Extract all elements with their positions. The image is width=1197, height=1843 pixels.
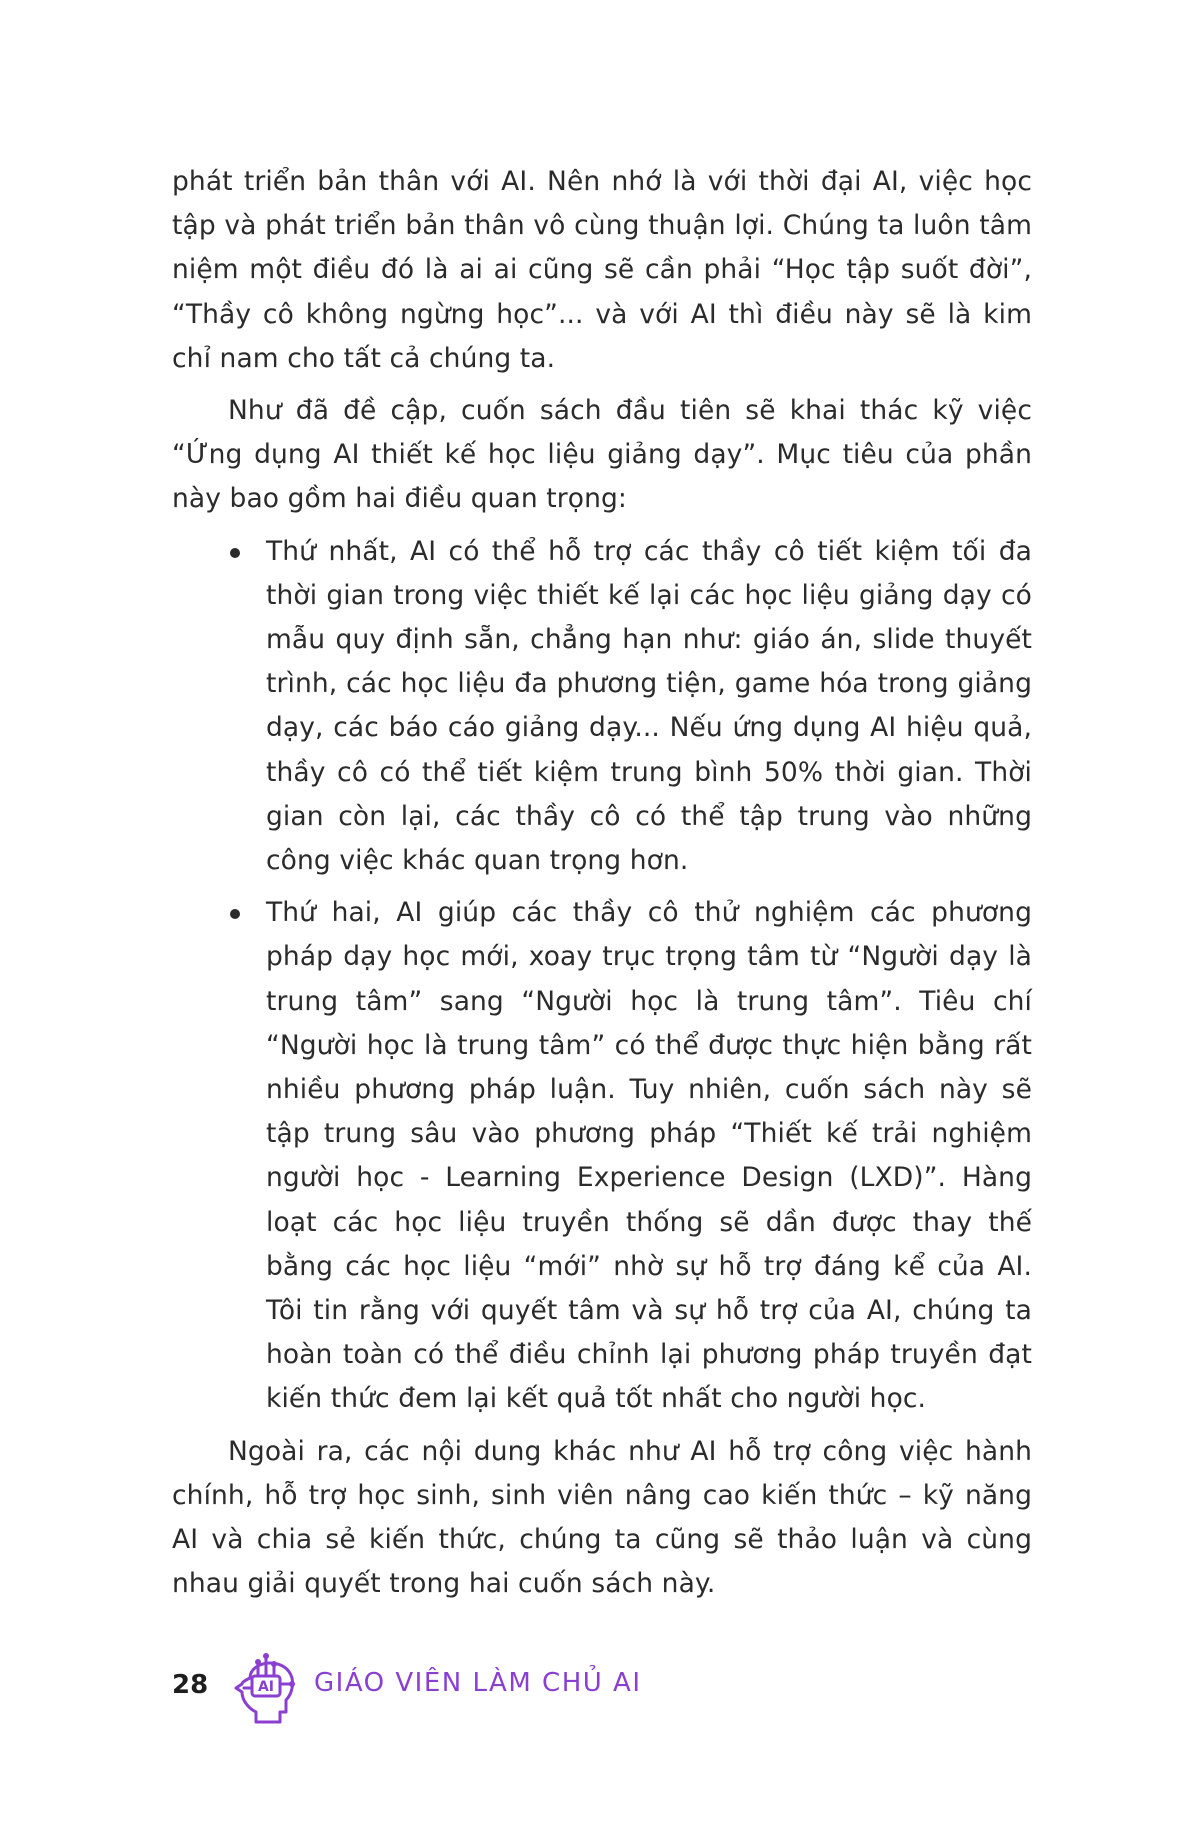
goals-list [172, 530, 1032, 1422]
paragraph-closing: Ngoài ra, các nội dung khác như AI hỗ trợ công việc hành chính, hỗ trợ học sinh, sinh viên nâng cao kiến thức – kỹ năng AI và chia sẻ kiến thức, chúng ta cũng sẽ thảo luận và cùng nhau giải quyết trong hai cuốn sách này. [172, 1435, 1032, 1600]
ai-head-circuit-icon [230, 1648, 302, 1728]
list-item [172, 530, 1032, 884]
body-text [172, 160, 1032, 1607]
list-item-text: Thứ nhất, AI có thể hỗ trợ các thầy cô tiết kiệm tối đa thời gian trong việc thiết kế lại các học liệu giảng dạy có mẫu quy định sẵn, chẳng hạn như: giáo án, slide thuyết trình, các học liệu đa phương tiện, game hóa trong giảng dạy, các báo cáo giảng dạy... Nếu ứng dụng AI hiệu quả, thầy cô có thể tiết kiệm trung bình 50% thời gian. Thời gian còn lại, các thầy cô có thể tập trung vào những công việc khác quan trọng hơn. [266, 535, 1032, 877]
book-title: GIÁO VIÊN LÀM CHỦ AI [314, 1668, 642, 1698]
page-footer [172, 1648, 872, 1728]
paragraph-intro-goals: Như đã đề cập, cuốn sách đầu tiên sẽ khai thác kỹ việc “Ứng dụng AI thiết kế học liệu giảng dạy”. Mục tiêu của phần này bao gồm hai điều quan trọng: [172, 395, 1032, 515]
page-number: 28 [172, 1670, 209, 1700]
paragraph-continued: phát triển bản thân với AI. Nên nhớ là với thời đại AI, việc học tập và phát triển bản thân vô cùng thuận lợi. Chúng ta luôn tâm niệm một điều đó là ai ai cũng sẽ cần phải “Học tập suốt đời”, “Thầy cô không ngừng học”... và với AI thì điều này sẽ là kim chỉ nam cho tất cả chúng ta. [172, 166, 1032, 374]
bullet-icon [230, 548, 240, 558]
bullet-icon [230, 909, 240, 919]
list-item-text: Thứ hai, AI giúp các thầy cô thử nghiệm các phương pháp dạy học mới, xoay trục trọng tâm từ “Người dạy là trung tâm” sang “Người học là trung tâm”. Tiêu chí “Người học là trung tâm” có thể được thực hiện bằng rất nhiều phương pháp luận. Tuy nhiên, cuốn sách này sẽ tập trung sâu vào phương pháp “Thiết kế trải nghiệm người học - Learning Experience Design (LXD)”. Hàng loạt các học liệu truyền thống sẽ dần được thay thế bằng các học liệu “mới” nhờ sự hỗ trợ đáng kể của AI. Tôi tin rằng với quyết tâm và sự hỗ trợ của AI, chúng ta hoàn toàn có thể điều chỉnh lại phương pháp truyền đạt kiến thức đem lại kết quả tốt nhất cho người học. [266, 897, 1032, 1415]
list-item [172, 891, 1032, 1421]
logo-text: AI [257, 1679, 275, 1695]
